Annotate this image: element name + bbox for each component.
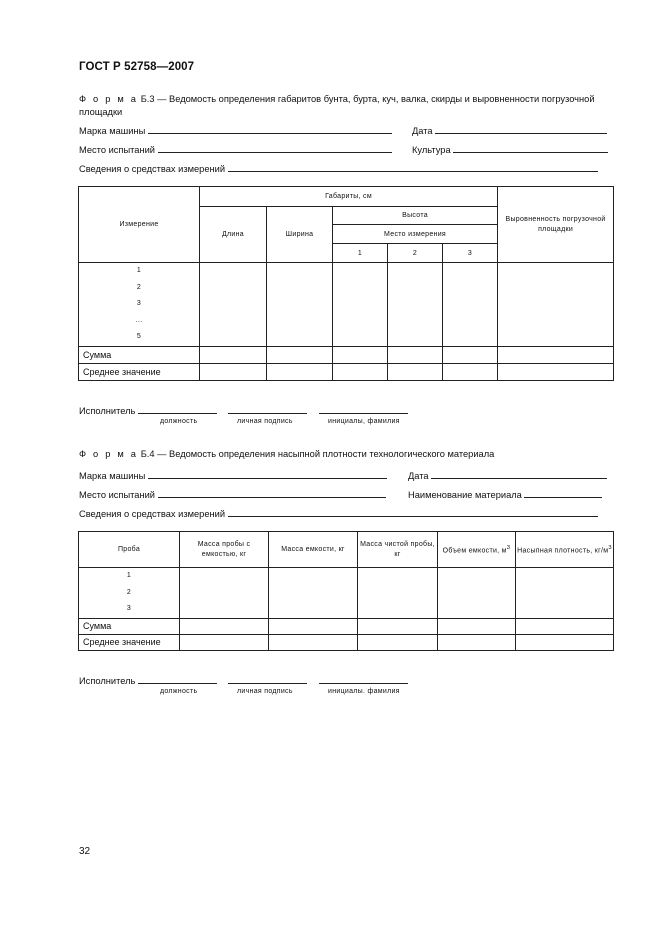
form-b3-table <box>78 186 614 381</box>
cell[interactable] <box>333 347 388 364</box>
name-blank[interactable] <box>319 403 408 414</box>
cell[interactable] <box>498 364 614 381</box>
form-b3-date-field <box>412 123 607 137</box>
executor-label: Исполнитель <box>79 676 136 686</box>
machine-label: Марка машины <box>79 126 146 136</box>
form-b4-title <box>79 448 615 461</box>
cell[interactable] <box>267 263 333 347</box>
form-b3-text: — Ведомость определения габаритов бунта, бурта, куч, валка, скирды и выровненности погрузочной площадки <box>79 94 595 117</box>
col-density <box>516 532 614 568</box>
cell[interactable] <box>516 618 614 634</box>
row-numbers <box>79 568 180 619</box>
col-density-sup: 3 <box>608 544 612 551</box>
machine-blank[interactable] <box>148 123 392 134</box>
page-number: 32 <box>79 846 91 857</box>
form-b3-prefix: Ф о р м а <box>79 94 139 104</box>
cell[interactable] <box>443 263 498 347</box>
cell[interactable] <box>267 347 333 364</box>
cell[interactable] <box>388 364 443 381</box>
machine-label: Марка машины <box>79 471 146 481</box>
cell[interactable] <box>200 347 267 364</box>
form-b4-machine-field <box>79 468 387 482</box>
row-sum: Сумма <box>79 347 200 364</box>
cell[interactable] <box>516 568 614 619</box>
col-mass-container: Масса емкости, кг <box>269 532 358 568</box>
form-b3-place-field <box>79 142 392 156</box>
name-blank[interactable] <box>319 673 408 684</box>
col-volume-sup: 3 <box>506 544 511 551</box>
cell[interactable] <box>438 618 516 634</box>
cell[interactable] <box>180 568 269 619</box>
row-sum: Сумма <box>79 618 180 634</box>
form-b3-signature <box>79 403 408 416</box>
form-b3-instruments-field <box>79 161 598 175</box>
date-blank[interactable] <box>435 123 607 134</box>
cell[interactable] <box>443 364 498 381</box>
col-volume-label: Объем емкости, м <box>442 547 507 555</box>
row-5: 5 <box>136 333 142 341</box>
form-b4-prefix: Ф о р м а <box>79 449 139 459</box>
cell[interactable] <box>269 568 358 619</box>
row-3: 3 <box>136 300 142 308</box>
machine-blank[interactable] <box>148 468 387 479</box>
caption-sign: личная подпись <box>237 418 293 425</box>
caption-name: инициалы, фамилия <box>328 418 400 425</box>
caption-position: должность <box>160 418 198 425</box>
form-b4-date-field <box>408 468 607 482</box>
row-numbers <box>79 263 200 347</box>
caption-sign: личная подпись <box>237 688 293 695</box>
form-b4-table <box>78 531 614 651</box>
cell[interactable] <box>498 263 614 347</box>
cell[interactable] <box>269 618 358 634</box>
col-sample: Проба <box>79 532 180 568</box>
form-b4-place-field <box>79 487 386 501</box>
cell[interactable] <box>333 263 388 347</box>
cell[interactable] <box>443 347 498 364</box>
cell[interactable] <box>498 347 614 364</box>
form-b4-text: — Ведомость определения насыпной плотности технологического материала <box>154 449 495 459</box>
col-place: Место измерения <box>333 225 498 244</box>
culture-blank[interactable] <box>453 142 608 153</box>
col-measure: Измерение <box>79 187 200 263</box>
place-blank[interactable] <box>158 487 386 498</box>
form-b3-culture-field <box>412 142 608 156</box>
col-mass-with: Масса пробы с емкостью, кг <box>180 532 269 568</box>
cell[interactable] <box>180 618 269 634</box>
instruments-label: Сведения о средствах измерений <box>79 164 226 174</box>
form-b3-number: Б.3 <box>138 94 155 104</box>
sign-blank[interactable] <box>228 403 307 414</box>
col-evenness: Выровненность погрузочной площадки <box>498 187 614 263</box>
cell[interactable] <box>388 347 443 364</box>
cell[interactable] <box>200 364 267 381</box>
cell[interactable] <box>516 634 614 650</box>
instruments-label: Сведения о средствах измерений <box>79 509 226 519</box>
executor-label: Исполнитель <box>79 406 136 416</box>
position-blank[interactable] <box>138 673 217 684</box>
cell[interactable] <box>269 634 358 650</box>
form-b4-instruments-field <box>79 506 598 520</box>
col-sub-1: 1 <box>333 244 388 263</box>
row-mean: Среднее значение <box>79 634 180 650</box>
cell[interactable] <box>180 634 269 650</box>
form-b3-machine-field <box>79 123 392 137</box>
cell[interactable] <box>388 263 443 347</box>
position-blank[interactable] <box>138 403 217 414</box>
form-b4-material-field <box>408 487 602 501</box>
row-mean: Среднее значение <box>79 364 200 381</box>
place-label: Место испытаний <box>79 490 155 500</box>
row-3: 3 <box>126 605 132 612</box>
col-height: Высота <box>333 207 498 225</box>
date-blank[interactable] <box>431 468 607 479</box>
cell[interactable] <box>267 364 333 381</box>
cell[interactable] <box>358 618 438 634</box>
col-sub-2: 2 <box>388 244 443 263</box>
cell[interactable] <box>200 263 267 347</box>
cell[interactable] <box>358 568 438 619</box>
place-blank[interactable] <box>158 142 392 153</box>
form-b4-signature <box>79 673 408 686</box>
row-1: 1 <box>126 572 132 579</box>
col-mass-net: Масса чистой пробы, кг <box>358 532 438 568</box>
col-length: Длина <box>200 207 267 263</box>
instruments-blank[interactable] <box>228 161 598 172</box>
instruments-blank[interactable] <box>228 506 598 517</box>
col-width: Ширина <box>267 207 333 263</box>
row-1: 1 <box>136 267 142 275</box>
col-density-label: Насыпная плотность, кг/м <box>517 547 609 555</box>
cell[interactable] <box>358 634 438 650</box>
caption-position: должность <box>160 688 198 695</box>
culture-label: Культура <box>412 145 451 155</box>
standard-code: ГОСТ Р 52758—2007 <box>79 61 195 73</box>
form-b4-number: Б.4 <box>138 449 155 459</box>
sign-blank[interactable] <box>228 673 307 684</box>
col-dimensions: Габариты, см <box>200 187 498 207</box>
cell[interactable] <box>333 364 388 381</box>
row-ellipsis: ... <box>135 316 143 324</box>
col-volume <box>438 532 516 568</box>
caption-name: инициалы. фамилия <box>328 688 400 695</box>
col-sub-3: 3 <box>443 244 498 263</box>
cell[interactable] <box>438 568 516 619</box>
date-label: Дата <box>412 126 433 136</box>
row-2: 2 <box>126 588 132 596</box>
material-blank[interactable] <box>524 487 602 498</box>
row-2: 2 <box>136 283 142 291</box>
form-b3-title <box>79 93 615 119</box>
date-label: Дата <box>408 471 429 481</box>
cell[interactable] <box>438 634 516 650</box>
place-label: Место испытаний <box>79 145 155 155</box>
material-label: Наименование материала <box>408 490 522 500</box>
